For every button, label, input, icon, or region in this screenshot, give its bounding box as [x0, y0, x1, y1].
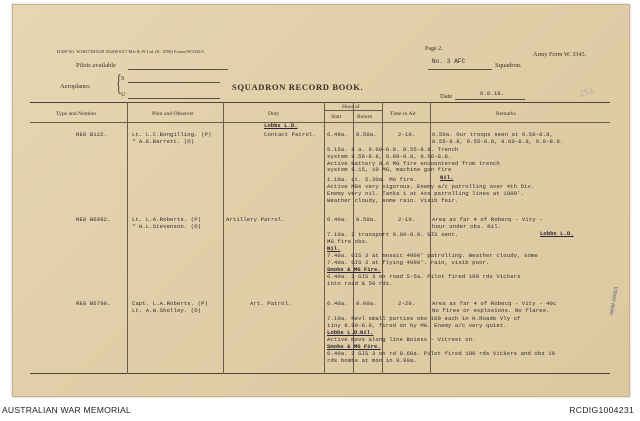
entry-1-extra-3: Enemy very nil. Tanks 1 at 4xx patrolling lines at 1000'. [327, 190, 525, 197]
brace-symbol: { [115, 71, 122, 97]
squadron-label: Squadron. [495, 62, 522, 69]
footer-record-id: RCDIG1004231 [569, 405, 634, 415]
col-divider-6 [430, 102, 431, 374]
entry-1-return: 8.50a. [356, 131, 377, 138]
entry-2-remark-4: MG fire obs. [327, 238, 369, 245]
margin-note: AWM 4/8/6/3 [608, 286, 620, 316]
entry-1-stamp-header: Lobbs L.D. [264, 122, 298, 129]
entry-2-extra-1: 7.40a. GIS 3 at mosaic 4000' patrolling. Weather cloudy, some [327, 252, 538, 259]
col-divider-3 [324, 102, 325, 374]
aeroplanes-label: Aeroplanes [60, 83, 90, 90]
entry-1-stamp-nil: Nil. [440, 174, 454, 181]
entry-1-extra-4: Weather cloudy, some rain. Visib fair. [327, 197, 459, 204]
entry-1-extra-1: 1.10a. Lt. 5.30a. MG fire. [327, 176, 417, 183]
date-value: 6.8.18. [480, 90, 505, 97]
serviceable-label: S [121, 76, 125, 82]
entry-2-extra-4: into road & 50 rds. [327, 280, 393, 287]
pilots-available-label: Pilots available [76, 62, 116, 69]
entry-1-extra-2: Active MGs very vigorous. Enemy a/c patrolling over 4th Div. [327, 183, 535, 190]
entry-3-observer: Lt. A.W.Shelley. (O) [132, 307, 202, 314]
unserviceable-line [128, 98, 220, 99]
entry-3-remark-3: 7.10a. Revl small parties obs 100 each in H.Roade Vly of [327, 315, 521, 322]
entry-1-remark-4: system 9.56-8.8, 9.60-8.8, 9.56-8.8. [327, 153, 452, 160]
entry-2-extra-3: 6.40a. 2 GIS 3 on road 5-5a. Pilot fired 100 rds Vickers [327, 273, 521, 280]
header-return: Return [357, 114, 373, 120]
date-label: Date [440, 93, 453, 100]
entry-2-start: 6.40a. [327, 216, 348, 223]
entry-3-extra-2: 6.40a. 2 GIS 3 on rd 8.60a. Pilot fired 100 rds Vickers and obs 10 [327, 350, 556, 357]
header-hour: Hour of [342, 104, 360, 110]
serviceable-line [128, 82, 220, 83]
header-duty: Duty [268, 111, 280, 117]
entry-2-extra-2: 7.40a. GIS 3 at flying 4000'. rain, visib poor. [327, 259, 490, 266]
entry-3-start: 6.40a. [327, 300, 348, 307]
document-title: SQUADRON RECORD BOOK. [232, 82, 364, 92]
hour-of-divider [324, 110, 382, 111]
col-divider-2 [223, 102, 224, 374]
entry-3-time: 2-20. [398, 300, 416, 307]
entry-3-stamp-fire: Smoke & MG Fire. [327, 343, 381, 350]
date-line [455, 99, 525, 100]
entry-2-type: RE8 B6082. [76, 216, 111, 223]
entry-3-remark-1: Area as far 4 of Robecq - Vity - 40c [432, 300, 557, 307]
entry-2-stamp-nil: Nil. [327, 245, 341, 252]
entry-2-pilot: Lt. L.A.Roberts. (P) [132, 216, 202, 223]
printer-line: D309 Wt. W3837/M1529 30,000 6/17 Mis & W Ltd. (E. 1956) Forms/W3343/1. [57, 49, 206, 54]
entry-1-pilot: Lt. L.C.Bungilling. (P) [132, 131, 212, 138]
entry-3-stamp-nil: Nil. [360, 329, 374, 336]
entry-1-remark-1: 6.50a. Our troops seen at 9.58-8.8, [432, 131, 553, 138]
entry-2-remark-3: 7.10a. 2 transport 9.60-8.8. GIS sent. [327, 231, 459, 238]
header-remarks: Remarks [496, 111, 516, 117]
entry-3-return: 9.00a. [356, 300, 377, 307]
entry-3-type: RE8 B6790. [76, 300, 111, 307]
entry-2-return: 8.50a. [356, 216, 377, 223]
header-time: Time in Air [390, 111, 416, 117]
entry-1-observer: " A.E.Barrett. (O) [132, 138, 195, 145]
header-pilot: Pilot and Observer [152, 111, 194, 117]
squadron-line [428, 69, 492, 70]
entry-3-remark-4: tiny 8.90-8.8, fired on by MG. Enemy a/c very quiet. [327, 322, 507, 329]
entry-3-duty: Art. Patrol. [250, 300, 292, 307]
entry-1-remark-5: Active Battery 8.6 MG fire encountered from trench [327, 160, 500, 167]
entry-1-duty: Contact Patrol. [264, 131, 316, 138]
pilots-available-line [128, 69, 228, 70]
entry-2-duty: Artillery Patrol. [226, 216, 285, 223]
entry-3-extra-1: Active movs along line Boiess - Vitrest on. [327, 336, 476, 343]
army-form-label: Army Form W. 3343. [533, 51, 587, 58]
page-stamp-number: 251 [577, 85, 596, 99]
entry-2-stamp-fire: Smoke & MG Fire. [327, 266, 381, 273]
squadron-number: No. 3 AFC [432, 58, 466, 65]
unserviceable-label: U [121, 92, 126, 98]
entry-1-start: 6.40a. [327, 131, 348, 138]
entry-2-observer: " H.L.Stevenson. (O) [132, 223, 202, 230]
header-type: Type and Number [56, 111, 97, 117]
entry-3-remark-2: No fires or explosions. No flares. [432, 307, 550, 314]
header-bottom-line [30, 122, 610, 123]
entry-2-remark-2: hour under obs. Nil. [432, 223, 502, 230]
entry-1-time: 2-10. [398, 131, 416, 138]
col-divider-1 [127, 102, 128, 374]
entry-1-remark-6: system 8.15, 10 MG, machine gun fire [327, 166, 452, 173]
col-divider-5 [382, 102, 383, 374]
header-start: Start [331, 114, 342, 120]
entry-2-stamp-header: Lobbs L.D. [540, 230, 574, 237]
entry-3-extra-3: rds bombs at mon in 8.90a. [327, 357, 417, 364]
footer-institution: AUSTRALIAN WAR MEMORIAL [2, 405, 131, 415]
entry-1-remark-3: 5.15a. 8 a. 9.60-8.8. 8.55-8.8. Trench [327, 146, 459, 153]
entry-1-remark-2: 8.55-8.8, 9.55-8.8, 9.60-8.8, 9.0-8.8. [432, 138, 564, 145]
entry-3-pilot: Capt. L.A.Roberts. (P) [132, 300, 209, 307]
entry-3-stamp-header: Lobbs L.D. [327, 329, 361, 336]
entry-2-remark-1: Area as far 4 of Robecq - Vity - [432, 216, 543, 223]
entry-2-time: 2-10. [398, 216, 416, 223]
entry-1-type: RE8 B122. [76, 131, 108, 138]
page-label: Page 2. [425, 46, 443, 52]
